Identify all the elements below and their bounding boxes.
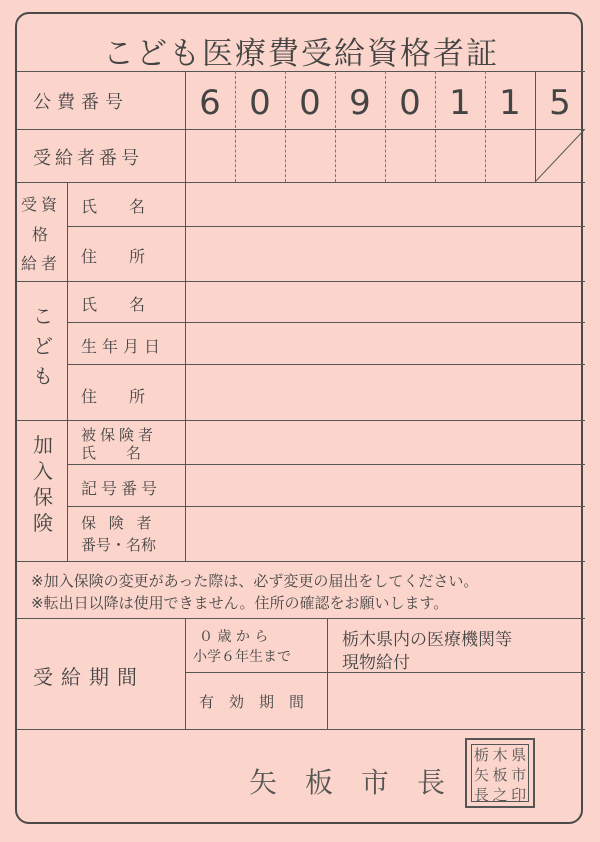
certificate-card [15, 12, 583, 824]
certificate-title: こども医療費受給資格者証 [103, 36, 499, 72]
divider [17, 729, 585, 730]
kohi-digit: 0 [399, 83, 421, 123]
divider [67, 506, 585, 507]
child-address-label: 住 所 [81, 387, 146, 406]
insurer-label-2: 番号・名称 [81, 536, 157, 554]
coverage-line-1: 栃木県内の医療機関等 [342, 630, 512, 650]
seal-char: 県 [511, 746, 527, 764]
kohi-digit: 6 [199, 83, 221, 123]
guardian-address-label: 住 所 [81, 247, 146, 266]
child-name-label: 氏 名 [81, 295, 146, 314]
kohi-digit: 9 [349, 83, 371, 123]
insured-label-1: 被保険者 [81, 426, 158, 444]
guardian-group-label-bottom: 給者 [21, 254, 62, 273]
divider [67, 322, 585, 323]
insurance-group-char: 入 [33, 459, 53, 483]
guardian-group-label-top: 受資 [21, 195, 62, 214]
kohi-digit: 1 [449, 83, 471, 123]
divider [17, 182, 585, 183]
seal-char: 市 [511, 766, 527, 784]
kohi-digit: 1 [499, 83, 521, 123]
seal-char: 栃 [473, 746, 489, 764]
child-group-char: こ [33, 304, 53, 328]
insured-label-2: 氏 名 [81, 444, 142, 462]
seal-char: 之 [492, 786, 508, 804]
guardian-group-label-mid: 格 [32, 225, 49, 244]
child-group-label [29, 301, 57, 391]
divider [67, 226, 585, 227]
insurance-group-char: 保 [33, 485, 53, 509]
child-birthdate-label: 生年月日 [81, 337, 166, 356]
guardian-name-label: 氏 名 [81, 197, 146, 216]
kohi-digit: 0 [249, 83, 271, 123]
seal-char: 矢 [473, 766, 489, 784]
code-number-label: 記号番号 [81, 479, 162, 498]
issuer-name: 矢 板 市 長 [249, 766, 446, 799]
insurance-group-char: 険 [33, 511, 53, 535]
seal-char: 印 [511, 786, 527, 804]
divider [17, 420, 585, 421]
divider [327, 618, 328, 729]
jukyusha-number-label: 受給者番号 [33, 148, 143, 169]
note-moving-out: ※転出日以降は使用できません。住所の確認をお願いします。 [31, 594, 449, 612]
insurance-group-char: 加 [33, 433, 53, 457]
seal-char: 長 [473, 786, 489, 804]
seal-char: 板 [492, 766, 508, 784]
divider [67, 464, 585, 465]
age-range-line-2: 小学６年生まで [193, 649, 291, 665]
void-slash [535, 129, 585, 182]
divider [17, 561, 585, 562]
coverage-line-2: 現物給付 [342, 653, 410, 673]
kohi-digit: 0 [299, 83, 321, 123]
child-group-char: も [33, 364, 53, 388]
divider [67, 364, 585, 365]
age-range-line-1: ０ 歳 か ら [199, 629, 269, 645]
valid-period-label: 有 効 期 間 [199, 693, 305, 711]
note-insurance-change: ※加入保険の変更があった際は、必ず変更の届出をしてください。 [31, 572, 479, 590]
insurance-group-label [29, 432, 57, 536]
divider [17, 618, 585, 619]
period-label: 受給期間 [33, 665, 145, 689]
divider [67, 182, 68, 561]
divider [17, 281, 585, 282]
child-group-char: ど [33, 334, 53, 358]
divider [17, 71, 585, 72]
kohi-digit: 5 [549, 83, 571, 123]
insurer-label-1: 保 険 者 [81, 514, 156, 532]
kohi-number-label: 公費番号 [33, 92, 129, 113]
divider [185, 618, 186, 729]
divider [17, 129, 585, 130]
divider [185, 71, 186, 561]
official-seal [465, 738, 535, 808]
seal-char: 木 [492, 746, 508, 764]
